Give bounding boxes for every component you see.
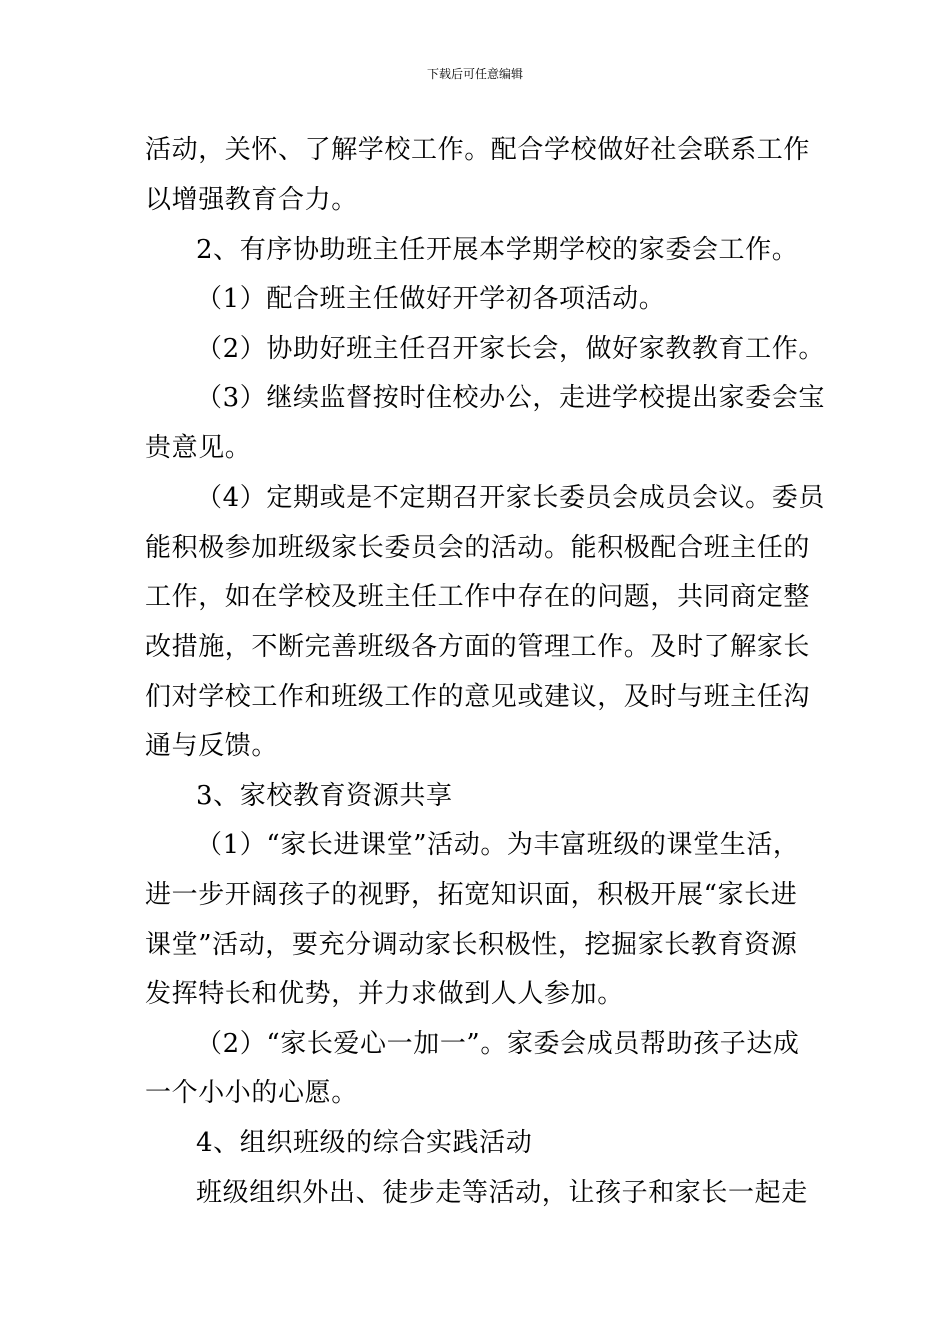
text-line: （1）“家长进课堂”活动。为丰富班级的课堂生活， [196, 830, 800, 860]
text-line: 发挥特长和优势，并力求做到人人参加。 [145, 979, 624, 1009]
text-line: （2）协助好班主任召开家长会，做好家教教育工作。 [196, 334, 825, 364]
text-line: 班级组织外出、徒步走等活动，让孩子和家长一起走 [196, 1178, 808, 1208]
text-line: 进一步开阔孩子的视野，拓宽知识面，积极开展“家长进 [145, 880, 798, 910]
text-line: 活动，关怀、了解学校工作。配合学校做好社会联系工作 [145, 135, 811, 165]
text-line: 一个小小的心愿。 [145, 1078, 358, 1108]
text-line: 贵意见。 [145, 433, 252, 463]
text-line: 3、家校教育资源共享 [196, 781, 453, 811]
text-line: 工作，如在学校及班主任工作中存在的问题，共同商定整 [145, 582, 811, 612]
text-line: （3）继续监督按时住校办公，走进学校提出家委会宝 [196, 383, 825, 413]
text-line: （1）配合班主任做好开学初各项活动。 [196, 284, 666, 314]
text-line: 改措施，不断完善班级各方面的管理工作。及时了解家长 [145, 632, 811, 662]
text-line: （4）定期或是不定期召开家长委员会成员会议。委员 [196, 483, 825, 513]
header-note: 下载后可任意编辑 [426, 67, 523, 81]
text-line: （2）“家长爱心一加一”。家委会成员帮助孩子达成 [196, 1029, 800, 1059]
text-line: 以增强教育合力。 [145, 185, 358, 215]
text-line: 4、组织班级的综合实践活动 [196, 1128, 533, 1158]
text-line: 通与反馈。 [145, 731, 279, 761]
text-line: 课堂”活动，要充分调动家长积极性，挖掘家长教育资源 [145, 930, 798, 960]
text-line: 们对学校工作和班级工作的意见或建议，及时与班主任沟 [145, 682, 811, 712]
text-line: 2、有序协助班主任开展本学期学校的家委会工作。 [196, 235, 799, 265]
text-line: 能积极参加班级家长委员会的活动。能积极配合班主任的 [145, 533, 811, 563]
